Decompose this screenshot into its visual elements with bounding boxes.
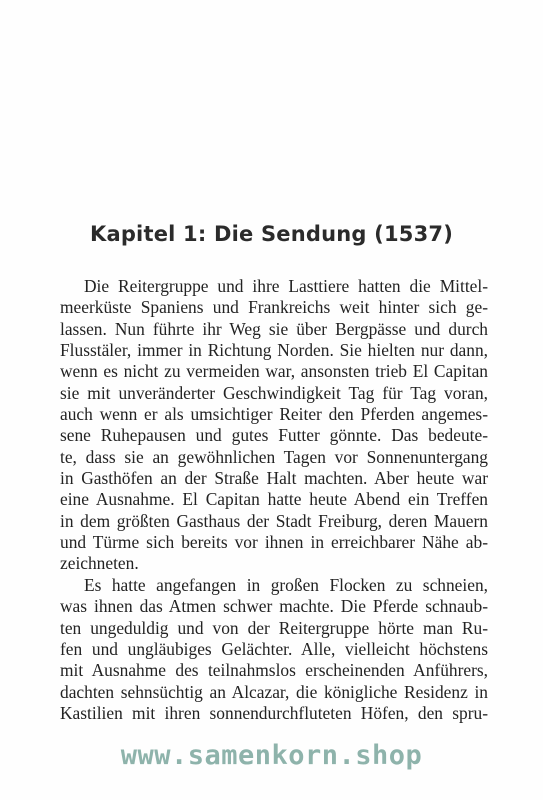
text-line: Es hatte angefangen in großen Flocken zu schneien,	[84, 574, 488, 595]
text-line: te, dass sie an gewöhnlichen Tagen vor Sonnenuntergang	[60, 446, 488, 467]
text-line: meerküste Spaniens und Frankreichs weit hinter sich ge-	[60, 297, 488, 318]
text-line: in Gasthöfen an der Straße Halt machten. Aber heute war	[60, 468, 488, 489]
text-line: eine Ausnahme. El Capitan hatte heute Abend ein Treffen	[60, 489, 488, 510]
text-line: fen und ungläubiges Gelächter. Alle, vielleicht höchstens	[60, 638, 488, 659]
text-line: und Türme sich bereits vor ihnen in erreichbarer Nähe ab-	[60, 532, 488, 553]
text-line: Kastilien mit ihren sonnendurchfluteten Höfen, den spru-	[60, 702, 488, 723]
text-line: zeichneten.	[60, 553, 139, 574]
text-line: wenn es nicht zu vermeiden war, ansonsten trieb El Capitan	[60, 361, 488, 382]
watermark: www.samenkorn.shop	[120, 740, 423, 771]
text-line: ten ungeduldig und von der Reitergruppe hörte man Ru-	[60, 617, 488, 638]
text-line: in dem größten Gasthaus der Stadt Freiburg, deren Mauern	[60, 510, 488, 531]
text-line: dachten sehnsüchtig an Alcazar, die königliche Residenz in	[60, 681, 488, 702]
text-line: mit Ausnahme des teilnahmslos erscheinenden Anführers,	[60, 660, 488, 681]
text-line: lassen. Nun führte ihr Weg sie über Bergpässe und durch	[60, 318, 488, 339]
text-line: sie mit unveränderter Geschwindigkeit Tag für Tag voran,	[60, 382, 488, 403]
text-line: sene Ruhepausen und gutes Futter gönnte. Das bedeute-	[60, 425, 488, 446]
text-line: auch wenn er als umsichtiger Reiter den Pferden angemes-	[60, 404, 488, 425]
chapter-body	[60, 276, 488, 724]
text-line: was ihnen das Atmen schwer machte. Die Pferde schnaub-	[60, 596, 488, 617]
text-line: Die Reitergruppe und ihre Lasttiere hatten die Mittel-	[84, 276, 488, 296]
text-line: Flusstäler, immer in Richtung Norden. Sie hielten nur dann,	[60, 340, 488, 361]
chapter-title: Kapitel 1: Die Sendung (1537)	[89, 222, 453, 246]
